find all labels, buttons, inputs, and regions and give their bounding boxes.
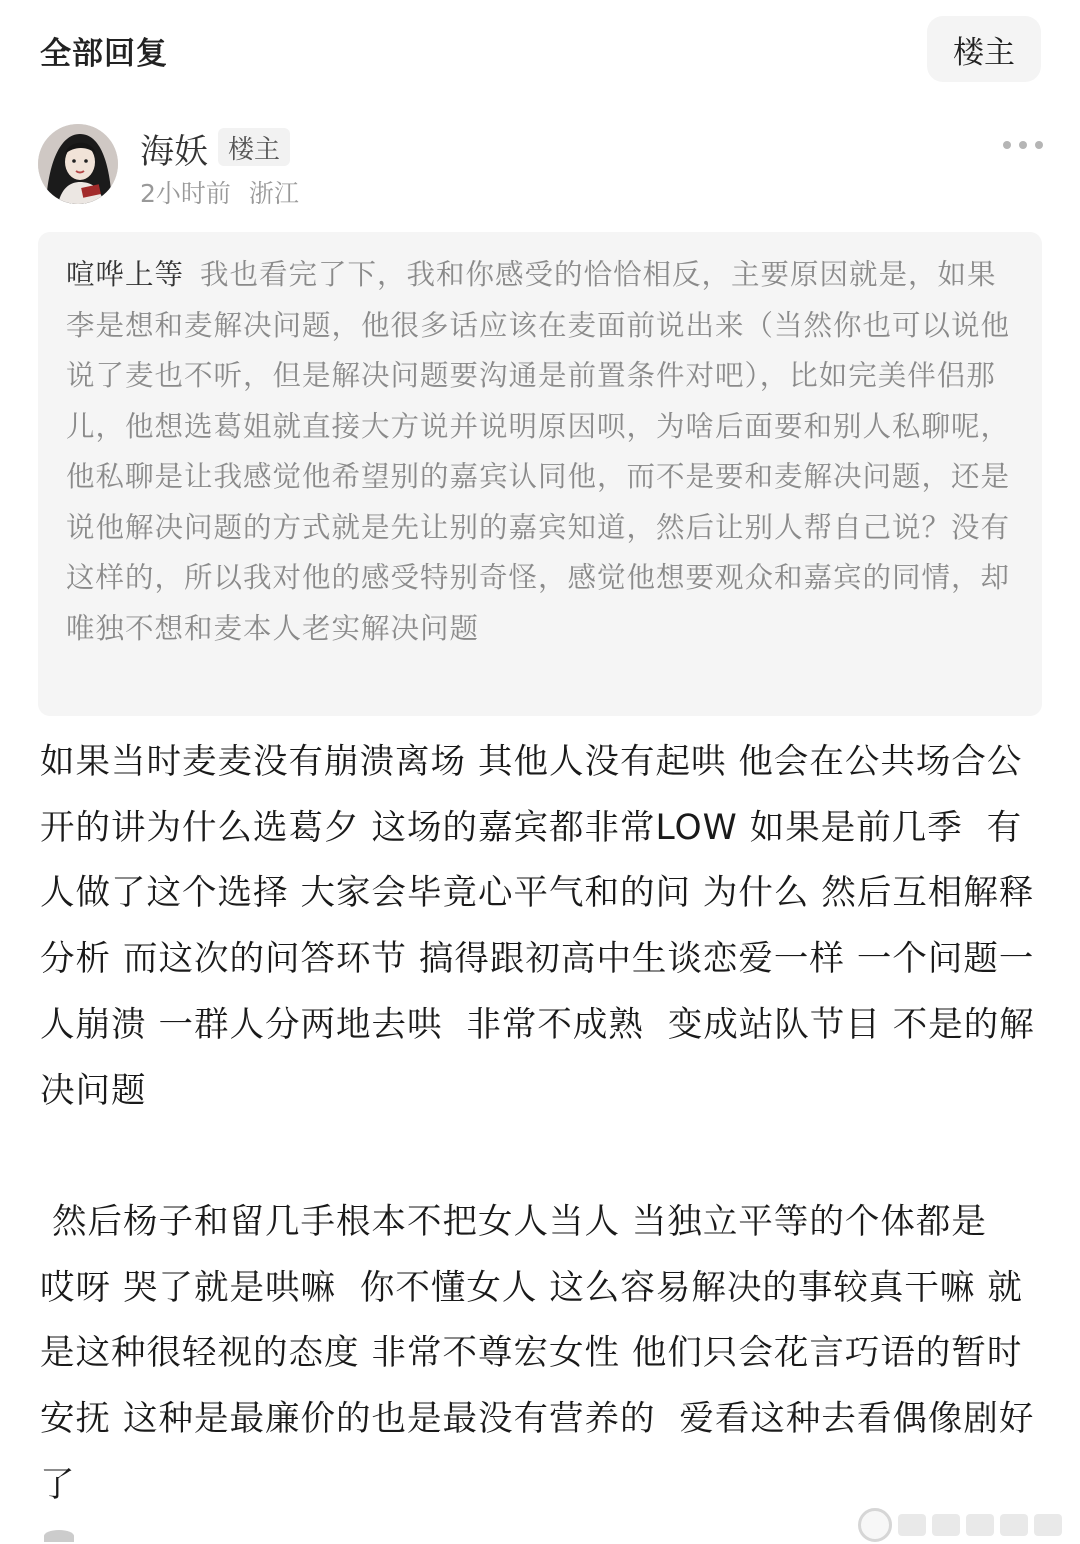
op-only-filter-button[interactable]: 楼主 xyxy=(927,16,1041,82)
quoted-text: 我也看完了下，我和你感受的恰恰相反，主要原因就是，如果李是想和麦解决问题，他很多话应该在麦面前说出来（当然你也可以说他说了麦也不听，但是解决问题要沟通是前置条件对吧），比如完美伴侣那儿，他想选葛姐就直接大方说并说明原因呗，为啥后面要和别人私聊呢，他私聊是让我感觉他希望别的嘉宾认同他，而不是要和麦解决问题，还是说他解决问题的方式就是先让别的嘉宾知道，然后让别人帮自己说？没有这样的，所以我对他的感受特别奇怪，感觉他想要观众和嘉宾的同情，却唯独不想和麦本人老实解决问题 xyxy=(66,258,1011,645)
post-meta xyxy=(140,174,299,210)
next-avatar-partial xyxy=(44,1530,74,1542)
watermark-circle-icon xyxy=(858,1508,892,1542)
replies-header xyxy=(0,0,1080,100)
author-avatar[interactable] xyxy=(38,124,118,204)
watermark-logo xyxy=(858,1506,1062,1544)
more-options-icon[interactable] xyxy=(1003,140,1043,150)
author-name[interactable]: 海妖 xyxy=(140,132,208,172)
post-location: 浙江 xyxy=(248,179,299,208)
avatar-photo-icon xyxy=(38,124,118,204)
reply-paragraph-2: 然后杨子和留几手根本不把女人当人 当独立平等的个体都是 哎呀 哭了就是哄嘛 你不懂女人 这么容易解决的事较真干嘛 就是这种很轻视的态度 非常不尊宏女性 他们只会花言巧语的暂时安抚 这种是最廉价的也是最没有营养的 爱看这种去看偶像剧好了 xyxy=(40,1202,1035,1505)
post-header xyxy=(0,110,1080,220)
quoted-comment[interactable] xyxy=(38,232,1042,716)
op-badge: 楼主 xyxy=(218,128,290,166)
all-replies-title: 全部回复 xyxy=(40,36,168,72)
quoted-author[interactable]: 喧哗上等 xyxy=(66,258,185,291)
post-time: 2小时前 xyxy=(140,179,231,208)
reply-paragraph-1: 如果当时麦麦没有崩溃离场 其他人没有起哄 他会在公共场合公开的讲为什么选葛夕 这场的嘉宾都非常LOW 如果是前几季 有人做了这个选择 大家会毕竟心平气和的问 为什么 然后互相解释分析 而这次的问答环节 搞得跟初高中生谈恋爱一样 一个问题一人崩溃 一群人分两地去哄 非常不成熟 变成站队节目 不是的解决问题 xyxy=(40,742,1035,1111)
